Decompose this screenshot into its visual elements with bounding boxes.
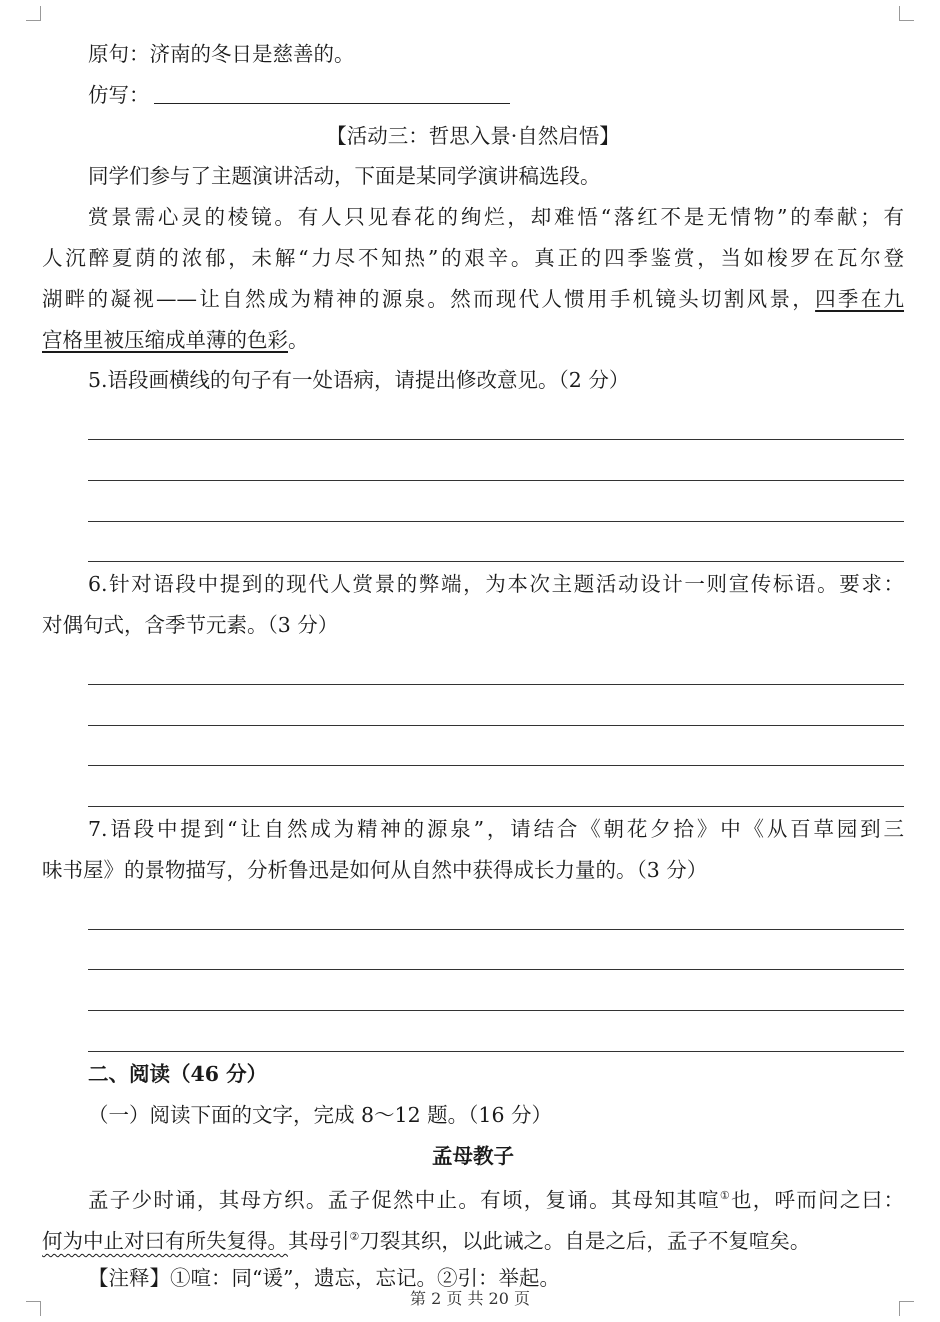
footnote-marker-2: ② <box>349 1230 360 1244</box>
reading-part-1-instruction: （一）阅读下面的文字，完成 8～12 题。（16 分） <box>88 1102 553 1127</box>
answer-line[interactable] <box>42 932 904 973</box>
page-content <box>42 34 904 1299</box>
speech-paragraph-line-3 <box>42 279 904 320</box>
section-2-heading: 二、阅读（46 分） <box>88 1061 268 1086</box>
footnote-marker-1: ① <box>719 1189 731 1203</box>
classical-text-title: 孟母教子 <box>432 1143 514 1168</box>
answer-line[interactable] <box>42 646 904 687</box>
question-6-line-1: 6.针对语段中提到的现代人赏景的弊端，为本次主题活动设计一则宣传标语。要求： <box>88 572 904 597</box>
corner-mark-top-right <box>899 6 914 21</box>
speech-end-punct: 。 <box>288 327 309 352</box>
corner-mark-top-left <box>26 6 41 21</box>
classical-text: 孟子少时诵，其母方织。孟子促然中止。有顷，复诵。其母知其喧 <box>88 1188 720 1213</box>
classical-text: 其母引 <box>288 1229 350 1254</box>
answer-line[interactable] <box>42 442 904 483</box>
answer-line[interactable] <box>42 687 904 728</box>
imitation-answer-blank[interactable] <box>154 75 510 104</box>
classical-text-line-1 <box>42 1176 904 1217</box>
imitation-label: 仿写： <box>88 82 150 107</box>
question-6-line-2: 对偶句式，含季节元素。（3 分） <box>42 613 339 638</box>
question-5: 5.语段画横线的句子有一处语病，请提出修改意见。（2 分） <box>88 368 630 393</box>
classical-text-line-2 <box>42 1217 904 1258</box>
imitation-row <box>42 75 904 116</box>
question-7-line-2: 味书屋》的景物描写，分析鲁迅是如何从自然中获得成长力量的。（3 分） <box>42 857 708 882</box>
annotation-note: 【注释】①喧：同“谖”，遗忘，忘记。②引：举起。 <box>88 1265 560 1290</box>
answer-line[interactable] <box>42 483 904 524</box>
answer-line[interactable] <box>42 1013 904 1054</box>
activity-intro: 同学们参与了主题演讲活动，下面是某同学演讲稿选段。 <box>88 164 601 189</box>
classical-text: 也，呼而问之曰： <box>730 1188 904 1213</box>
speech-text: 湖畔的凝视——让自然成为精神的源泉。然而现代人惯用手机镜头切割风景， <box>42 286 816 311</box>
underlined-sentence-part-2: 宫格里被压缩成单薄的色彩 <box>42 327 288 352</box>
question-7-line-1: 7.语段中提到“让自然成为精神的源泉”，请结合《朝花夕拾》中《从百草园到三 <box>88 817 904 842</box>
answer-line[interactable] <box>42 768 904 809</box>
speech-paragraph-line-4 <box>42 320 904 361</box>
speech-paragraph-line-2: 人沉醉夏荫的浓郁，未解“力尽不知热”的艰辛。真正的四季鉴赏，当如梭罗在瓦尔登 <box>42 245 904 270</box>
answer-line[interactable] <box>42 401 904 442</box>
speech-paragraph-line-1: 赏景需心灵的棱镜。有人只见春花的绚烂，却难悟“落红不是无情物”的奉献；有 <box>88 205 904 230</box>
underlined-sentence-part-1: 四季在九 <box>815 286 905 311</box>
answer-line[interactable] <box>42 891 904 932</box>
answer-line[interactable] <box>42 728 904 769</box>
wavy-underlined-sentence: 何为中止对曰有所失复得。 <box>42 1229 288 1254</box>
original-sentence: 原句：济南的冬日是慈善的。 <box>88 42 355 66</box>
answer-line[interactable] <box>42 972 904 1013</box>
classical-text: 刀裂其织，以此诫之。自是之后，孟子不复喧矣。 <box>359 1229 811 1254</box>
answer-line[interactable] <box>42 524 904 565</box>
page-number-footer: 第 2 页 共 20 页 <box>410 1289 530 1308</box>
activity-three-title: 【活动三：哲思入景·自然启悟】 <box>326 123 620 148</box>
